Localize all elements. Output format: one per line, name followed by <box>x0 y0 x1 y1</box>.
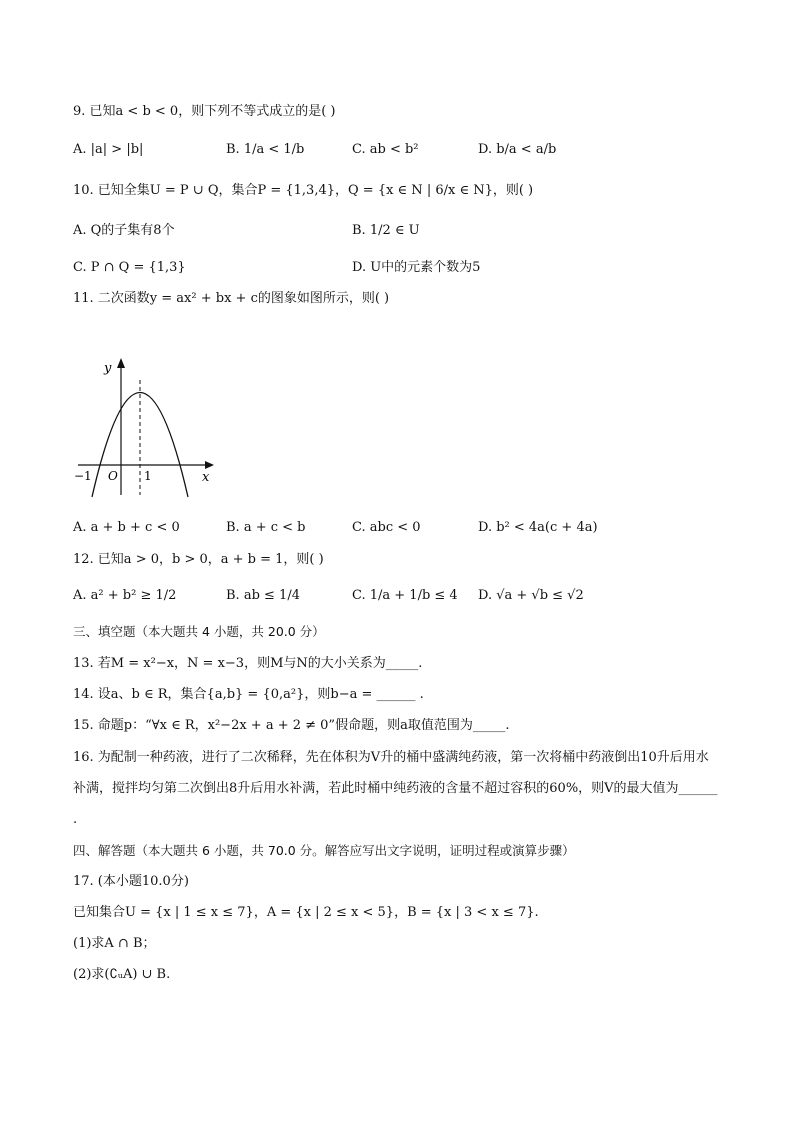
q12-option-a: A. a² + b² ≥ 1/2 <box>73 588 177 603</box>
q11-option-c: C. abc < 0 <box>352 520 421 535</box>
q15-text: 15. 命题p：“∀x ∈ R，x²−2x + a + 2 ≠ 0”假命题，则a取值范围为_____. <box>73 718 510 733</box>
y-axis-label: y <box>104 361 112 376</box>
section4-heading: 四、解答题（本大题共 6 小题，共 70.0 分。解答应写出文字说明，证明过程或演算步骤） <box>73 843 575 858</box>
q10-option-b: B. 1/2 ∈ U <box>352 223 420 238</box>
q9-option-d: D. b/a < a/b <box>478 142 557 157</box>
q9-stem: 9. 已知a < b < 0，则下列不等式成立的是( ) <box>73 104 336 119</box>
q12-option-c: C. 1/a + 1/b ≤ 4 <box>352 588 458 603</box>
q17-stem: 已知集合U = {x | 1 ≤ x ≤ 7}，A = {x | 2 ≤ x < 5}，B = {x | 3 < x ≤ 7}. <box>73 905 539 920</box>
q10-option-d: D. U中的元素个数为5 <box>352 260 481 275</box>
x-axis-arrow <box>205 461 214 469</box>
q17-part2: (2)求(∁ᵤA) ∪ B. <box>73 967 171 982</box>
x-axis-label: x <box>202 470 210 485</box>
q12-option-b: B. ab ≤ 1/4 <box>226 588 300 603</box>
q17-part1: (1)求A ∩ B； <box>73 936 156 951</box>
q14-text: 14. 设a、b ∈ R，集合{a,b} = {0,a²}，则b−a = ______ . <box>73 687 424 702</box>
tick-label-neg-one: −1 <box>74 469 92 483</box>
y-axis-arrow <box>117 358 125 368</box>
q10-option-a: A. Q的子集有8个 <box>73 223 175 238</box>
origin-label: O <box>108 469 118 483</box>
q12-option-d: D. √a + √b ≤ √2 <box>478 588 584 603</box>
q10-option-c: C. P ∩ Q = {1,3} <box>73 260 186 275</box>
q9-option-b: B. 1/a < 1/b <box>226 142 305 157</box>
q12-stem: 12. 已知a > 0，b > 0，a + b = 1，则( ) <box>73 552 324 567</box>
q11-stem: 11. 二次函数y = ax² + bx + c的图象如图所示，则( ) <box>73 291 390 306</box>
q11-option-d: D. b² < 4a(c + 4a) <box>478 520 598 535</box>
q11-option-a: A. a + b + c < 0 <box>73 520 180 535</box>
tick-label-one: 1 <box>144 469 152 483</box>
q16-text: 16. 为配制一种药液，进行了二次稀释，先在体积为V升的桶中盛满纯药液，第一次将桶中药液倒出10升后用水补满，搅拌均匀第二次倒出8升后用水补满，若此时桶中纯药液的含量不超过容积的60%，则V的最大值为______ . <box>73 750 718 827</box>
section3-heading: 三、填空题（本大题共 4 小题，共 20.0 分） <box>73 624 325 639</box>
q10-stem: 10. 已知全集U = P ∪ Q，集合P = {1,3,4}，Q = {x ∈ N | 6/x ∈ N}，则( ) <box>73 183 534 198</box>
parabola-graph <box>70 350 230 500</box>
q9-option-c: C. ab < b² <box>352 142 419 157</box>
q11-option-b: B. a + c < b <box>226 520 306 535</box>
q13-text: 13. 若M = x²−x，N = x−3，则M与N的大小关系为_____. <box>73 656 423 671</box>
q17-title: 17. (本小题10.0分) <box>73 874 189 889</box>
q9-option-a: A. |a| > |b| <box>73 142 144 157</box>
